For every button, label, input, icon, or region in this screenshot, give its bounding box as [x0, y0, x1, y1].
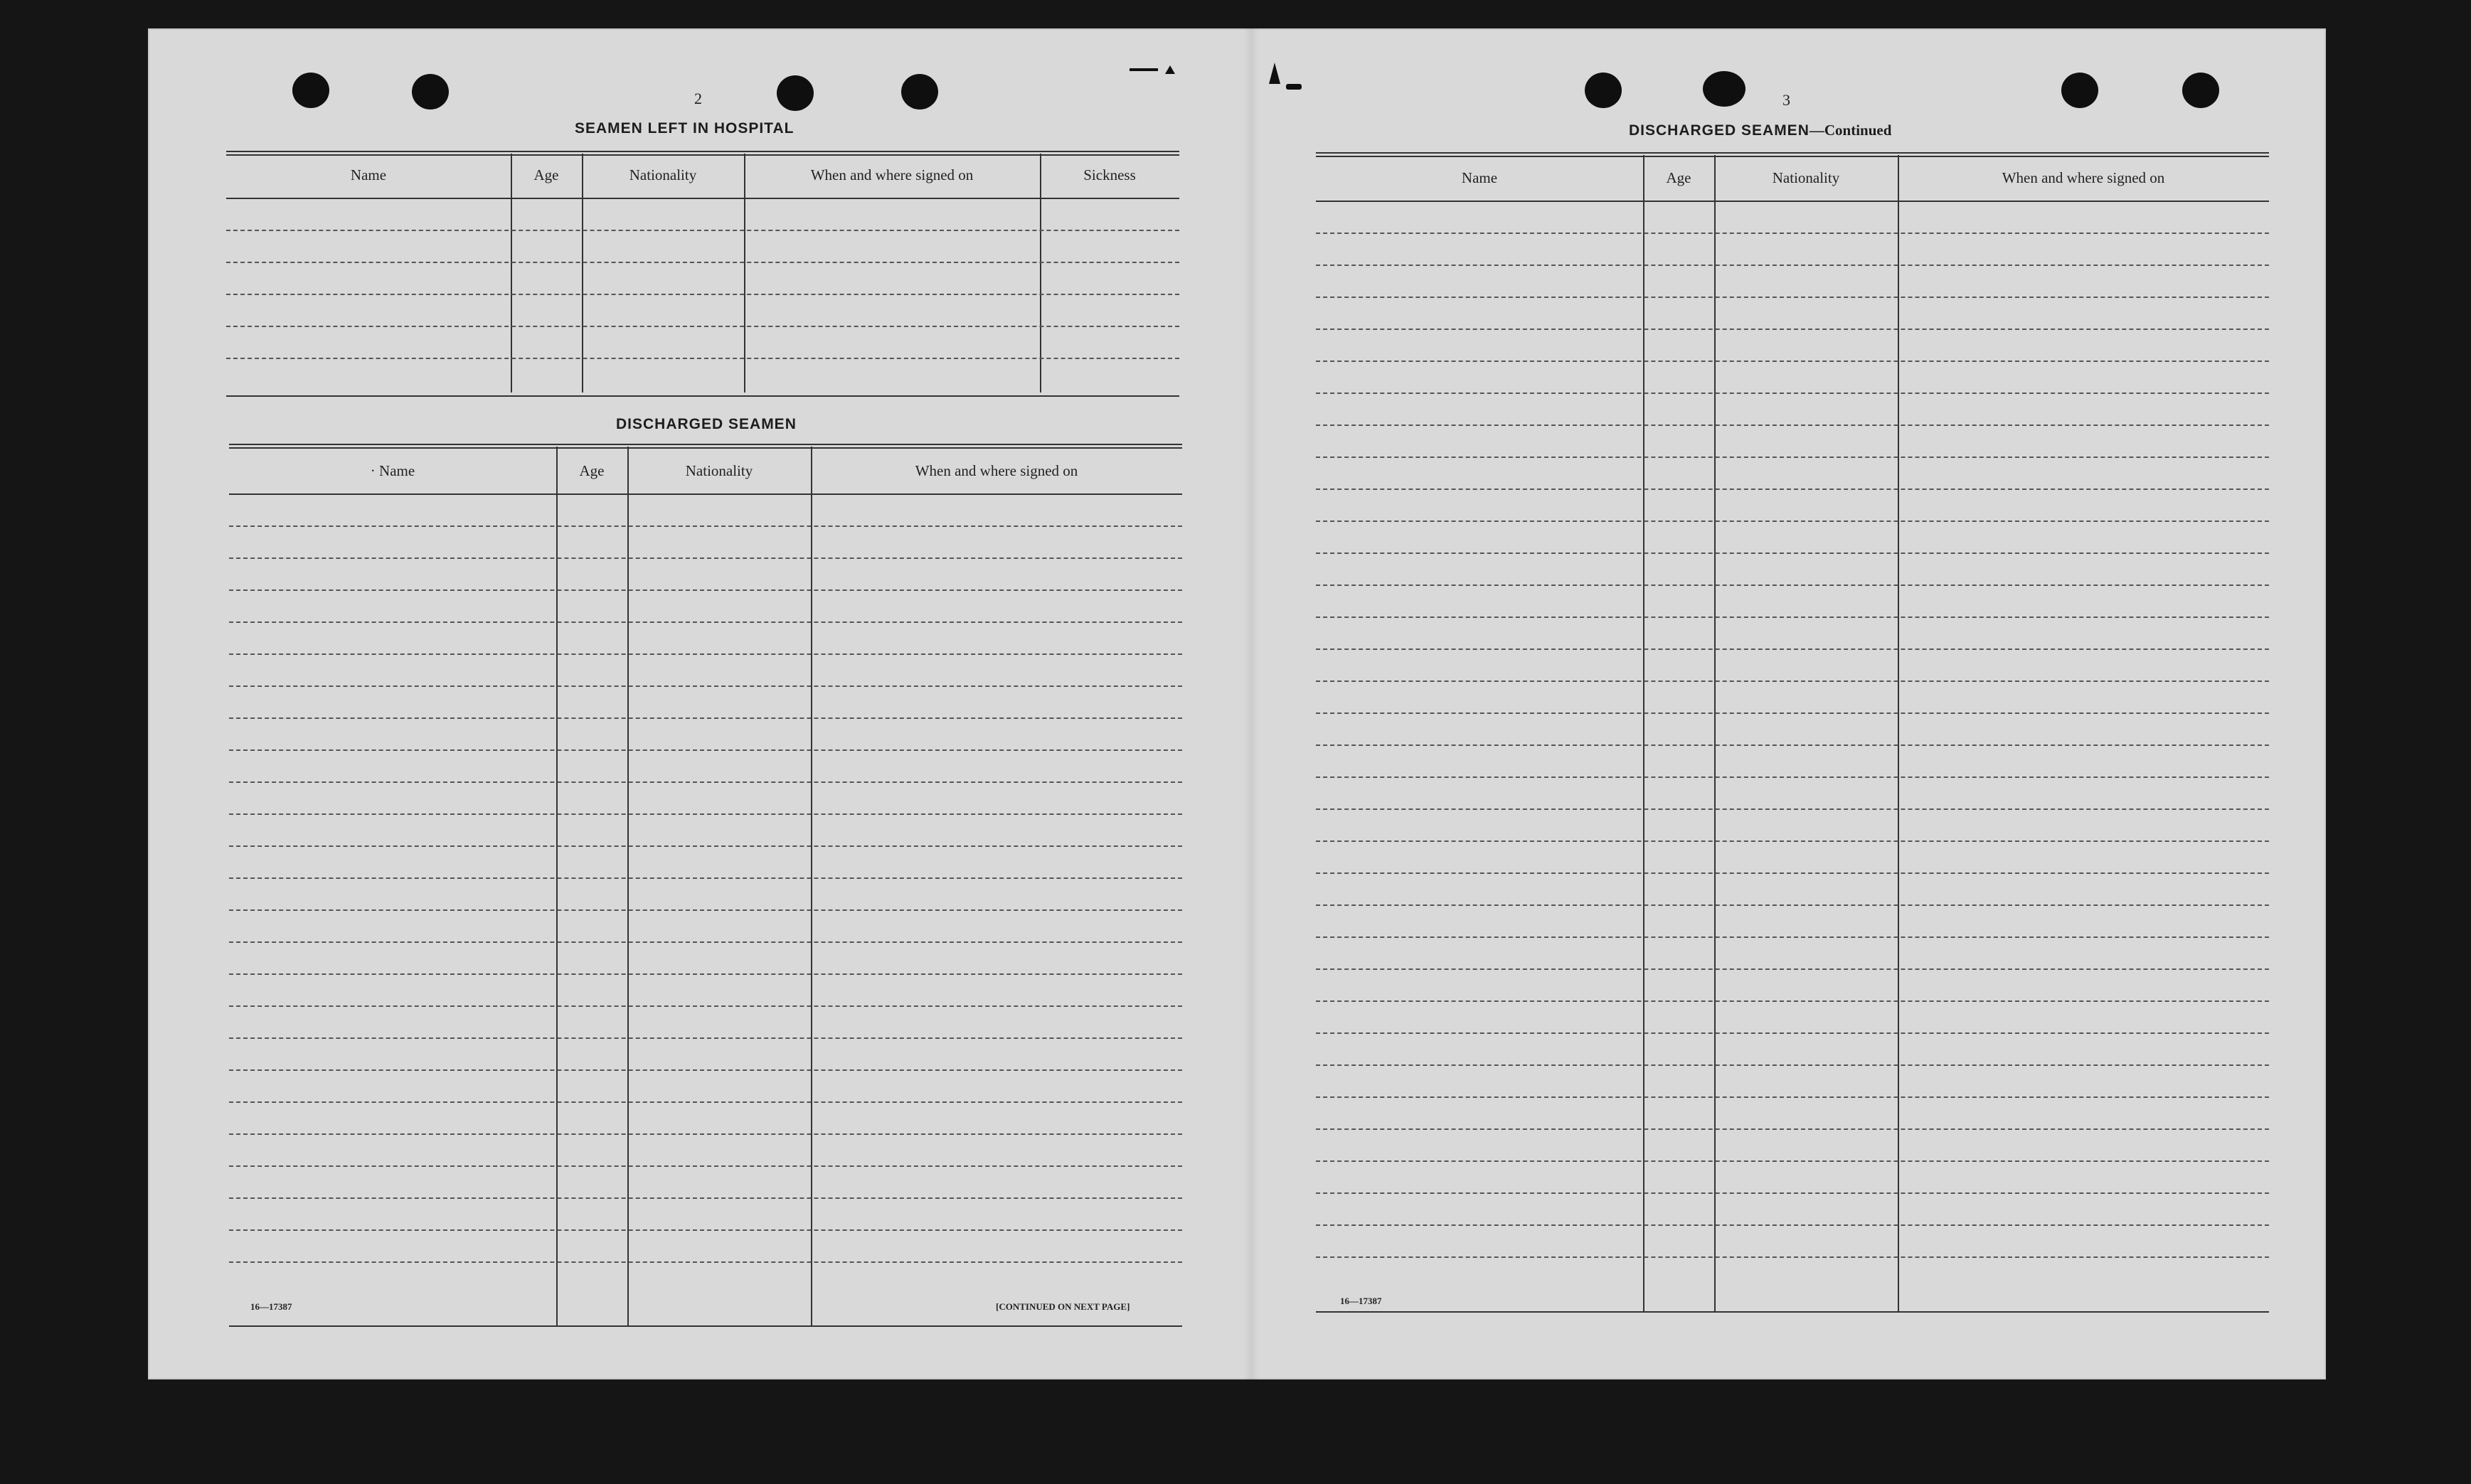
row-rule — [1316, 616, 2269, 618]
torn-mark — [1269, 63, 1280, 84]
col-header-name: · Name — [370, 462, 415, 479]
row-rule — [229, 1229, 1182, 1231]
title-suffix: —Continued — [1809, 122, 1892, 139]
row-rule — [229, 781, 1182, 783]
punch-hole — [777, 75, 814, 111]
row-rule — [226, 326, 1179, 327]
col-header-age: Age — [579, 462, 605, 479]
page-number-right: 3 — [1782, 91, 1790, 109]
discharged-table — [229, 444, 1182, 1331]
row-rule — [226, 262, 1179, 263]
header-bottom-rule — [229, 493, 1182, 495]
row-rule — [1316, 808, 2269, 810]
row-rule — [1316, 1032, 2269, 1034]
row-rule — [1316, 265, 2269, 266]
torn-mark — [1130, 68, 1158, 71]
row-rule — [229, 941, 1182, 943]
continued-note: [CONTINUED ON NEXT PAGE] — [996, 1301, 1130, 1312]
row-rule — [1316, 329, 2269, 330]
document-sheet — [148, 28, 2326, 1379]
row-rule — [1316, 1224, 2269, 1226]
row-rule — [1316, 584, 2269, 586]
row-rule — [1316, 233, 2269, 234]
row-rule — [229, 525, 1182, 527]
punch-hole — [412, 74, 449, 110]
row-rule — [1316, 1096, 2269, 1098]
row-rule — [229, 685, 1182, 687]
punch-hole — [1585, 73, 1622, 108]
torn-mark — [1165, 65, 1175, 74]
row-rule — [229, 1165, 1182, 1167]
punch-hole — [901, 74, 938, 110]
punch-hole — [2061, 73, 2098, 108]
column-divider — [627, 447, 629, 1327]
row-rule — [229, 1133, 1182, 1135]
col-header-age: Age — [533, 166, 559, 183]
col-header-age: Age — [1666, 169, 1691, 186]
row-rule — [229, 1197, 1182, 1199]
discharged-continued-title — [1629, 122, 1891, 139]
row-rule — [1316, 744, 2269, 746]
row-rule — [229, 621, 1182, 623]
hospital-table — [226, 151, 1179, 424]
table-bottom-rule — [1316, 1311, 2269, 1313]
column-divider — [582, 154, 583, 393]
row-rule — [229, 1069, 1182, 1071]
col-header-sickness: Sickness — [1083, 166, 1136, 183]
row-rule — [229, 973, 1182, 975]
discharged-continued-table — [1316, 152, 2269, 1314]
col-header-signed-on: When and where signed on — [915, 462, 1078, 479]
row-rule — [1316, 1128, 2269, 1130]
row-rule — [1316, 648, 2269, 650]
table-top-rule — [229, 444, 1182, 449]
row-rule — [1316, 489, 2269, 490]
page-number-left: 2 — [694, 90, 702, 107]
row-rule — [1316, 361, 2269, 362]
row-rule — [1316, 1256, 2269, 1258]
torn-mark — [1286, 84, 1302, 90]
col-header-signed-on: When and where signed on — [2002, 169, 2165, 186]
punch-hole — [1703, 71, 1745, 107]
row-rule — [1316, 1192, 2269, 1194]
col-header-name: Name — [1461, 169, 1498, 186]
col-header-nationality: Nationality — [685, 462, 753, 479]
row-rule — [1316, 297, 2269, 298]
row-rule — [229, 749, 1182, 751]
row-rule — [226, 294, 1179, 295]
table-top-rule — [1316, 152, 2269, 157]
hospital-table-title: SEAMEN LEFT IN HOSPITAL — [575, 120, 795, 137]
col-header-nationality: Nationality — [629, 166, 697, 183]
row-rule — [226, 358, 1179, 359]
row-rule — [229, 1005, 1182, 1007]
row-rule — [1316, 904, 2269, 906]
row-rule — [1316, 968, 2269, 970]
row-rule — [229, 653, 1182, 655]
col-header-nationality: Nationality — [1772, 169, 1840, 186]
table-bottom-rule — [226, 395, 1179, 397]
row-rule — [229, 845, 1182, 847]
column-divider — [744, 154, 745, 393]
form-number-left: 16—17387 — [250, 1301, 292, 1312]
column-divider — [811, 447, 812, 1327]
page-fold — [1243, 28, 1259, 1379]
row-rule — [1316, 1064, 2269, 1066]
row-rule — [1316, 1160, 2269, 1162]
row-rule — [229, 1037, 1182, 1039]
row-rule — [229, 813, 1182, 815]
row-rule — [229, 909, 1182, 911]
row-rule — [1316, 936, 2269, 938]
title-text: DISCHARGED SEAMEN — [1629, 122, 1810, 139]
form-number-right: 16—17387 — [1340, 1296, 1382, 1306]
row-rule — [229, 1101, 1182, 1103]
column-divider — [556, 447, 558, 1327]
row-rule — [229, 589, 1182, 591]
row-rule — [1316, 553, 2269, 554]
row-rule — [1316, 840, 2269, 842]
punch-hole — [292, 73, 329, 108]
row-rule — [1316, 776, 2269, 778]
table-bottom-rule — [229, 1325, 1182, 1327]
row-rule — [229, 1261, 1182, 1263]
row-rule — [229, 877, 1182, 879]
row-rule — [1316, 680, 2269, 682]
row-rule — [1316, 1000, 2269, 1002]
row-rule — [229, 557, 1182, 559]
row-rule — [1316, 521, 2269, 522]
punch-hole — [2182, 73, 2219, 108]
col-header-signed-on: When and where signed on — [810, 166, 974, 183]
row-rule — [1316, 457, 2269, 458]
header-bottom-rule — [226, 198, 1179, 199]
discharged-table-title: DISCHARGED SEAMEN — [616, 416, 797, 432]
column-divider — [511, 154, 512, 393]
table-top-rule — [226, 151, 1179, 156]
row-rule — [1316, 872, 2269, 874]
row-rule — [229, 717, 1182, 719]
row-rule — [1316, 425, 2269, 426]
row-rule — [226, 230, 1179, 231]
header-bottom-rule — [1316, 201, 2269, 202]
row-rule — [1316, 393, 2269, 394]
row-rule — [1316, 712, 2269, 714]
col-header-name: Name — [350, 166, 387, 183]
column-divider — [1040, 154, 1041, 393]
